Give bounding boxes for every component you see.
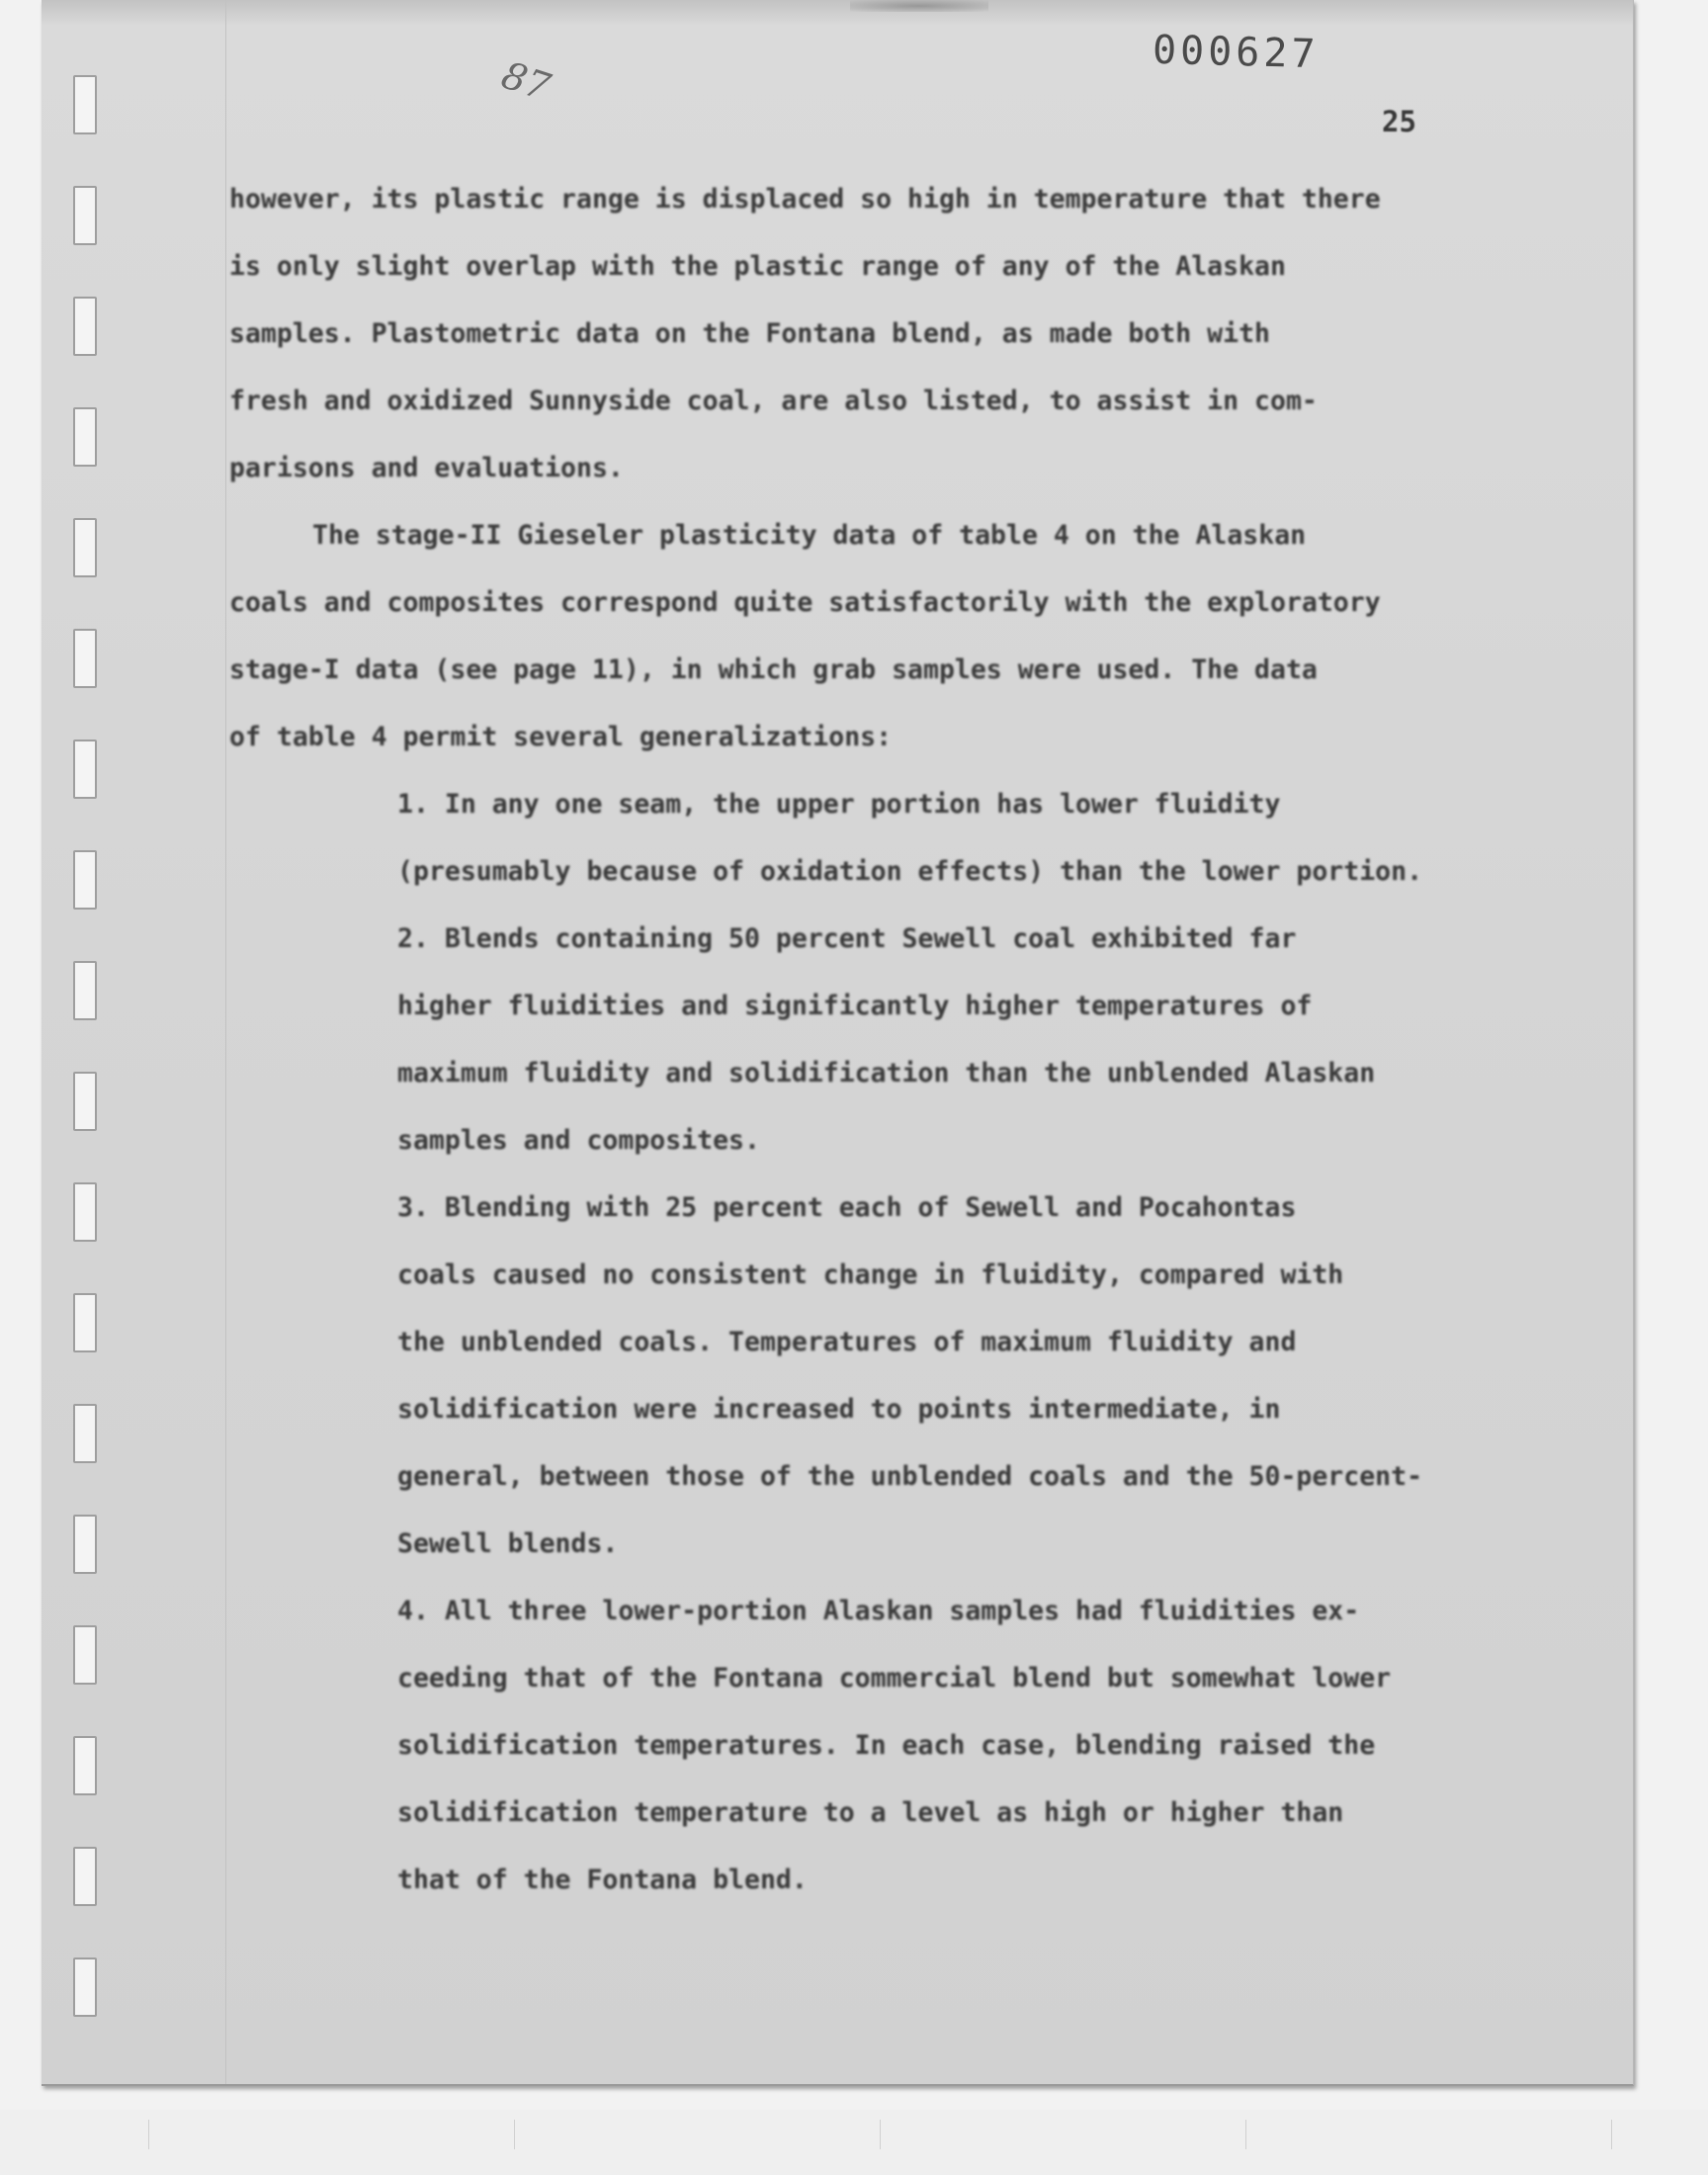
text-line: The stage-II Gieseler plasticity data of table 4 on the Alaskan (312, 520, 1307, 551)
text-line: 4. All three lower-portion Alaskan samples had fluidities ex- (397, 1596, 1360, 1626)
page-number: 25 (1382, 105, 1416, 138)
page-top-shadow (42, 0, 1633, 26)
text-line: solidification temperature to a level as high or higher than (397, 1797, 1344, 1828)
text-line: coals and composites correspond quite satisfactorily with the exploratory (229, 587, 1381, 618)
text-line: 1. In any one seam, the upper portion has lower fluidity (397, 789, 1281, 820)
text-line: higher fluidities and significantly higher temperatures of (397, 991, 1313, 1021)
sprocket-hole-icon (73, 850, 97, 910)
text-line: is only slight overlap with the plastic range of any of the Alaskan (229, 251, 1286, 282)
sprocket-hole-icon (73, 1625, 97, 1685)
sprocket-hole-icon (73, 297, 97, 356)
text-line: however, its plastic range is displaced so high in temperature that there (229, 184, 1381, 215)
tractor-feed-strip (42, 0, 226, 2084)
text-line: of table 4 permit several generalizations: (229, 722, 893, 752)
text-line: 3. Blending with 25 percent each of Sewell and Pocahontas (397, 1192, 1297, 1223)
text-line: fresh and oxidized Sunnyside coal, are also listed, to assist in com- (229, 386, 1318, 416)
text-line: Sewell blends. (397, 1528, 619, 1559)
scanner-mark (148, 2120, 149, 2149)
sprocket-hole-icon (73, 186, 97, 245)
sprocket-hole-icon (73, 1293, 97, 1352)
sprocket-hole-icon (73, 1736, 97, 1795)
text-line: (presumably because of oxidation effects) than the lower portion. (397, 856, 1423, 887)
list-item (397, 1174, 1504, 1578)
handwritten-note: 87 (496, 52, 555, 110)
scanner-mark (1611, 2120, 1612, 2149)
text-line: general, between those of the unblended coals and the 50-percent- (397, 1461, 1423, 1492)
sprocket-hole-icon (73, 1072, 97, 1131)
text-line: maximum fluidity and solidification than the unblended Alaskan (397, 1058, 1376, 1088)
sprocket-hole-icon (73, 961, 97, 1020)
sprocket-hole-icon (73, 1182, 97, 1242)
text-line: that of the Fontana blend. (397, 1865, 808, 1895)
generalizations-list (229, 771, 1504, 1914)
sprocket-hole-icon (73, 1515, 97, 1574)
text-line: samples and composites. (397, 1125, 760, 1156)
text-line: stage-I data (see page 11), in which grab samples were used. The data (229, 654, 1318, 685)
scanner-bed (0, 2110, 1708, 2175)
text-line: samples. Plastometric data on the Fontana blend, as made both with (229, 318, 1270, 349)
sprocket-hole-icon (73, 518, 97, 577)
scanner-mark (880, 2120, 881, 2149)
list-item (397, 906, 1504, 1174)
list-item (397, 1578, 1504, 1914)
sprocket-hole-icon (73, 75, 97, 134)
text-line: parisons and evaluations. (229, 453, 624, 483)
continuation-paragraph (229, 166, 1504, 502)
sprocket-hole-icon (73, 1404, 97, 1463)
intro-paragraph (229, 502, 1504, 771)
sprocket-hole-icon (73, 1847, 97, 1906)
body-text (229, 166, 1504, 1914)
text-line: 2. Blends containing 50 percent Sewell coal exhibited far (397, 923, 1297, 954)
scanner-mark (514, 2120, 515, 2149)
scanner-mark (1245, 2120, 1246, 2149)
sprocket-hole-icon (73, 407, 97, 467)
text-line: ceeding that of the Fontana commercial blend but somewhat lower (397, 1663, 1392, 1694)
text-line: coals caused no consistent change in fluidity, compared with (397, 1260, 1344, 1290)
text-line: solidification temperatures. In each case, blending raised the (397, 1730, 1376, 1761)
sprocket-hole-icon (73, 629, 97, 688)
document-number: 000627 (1152, 27, 1321, 78)
scan-smudge (850, 0, 988, 12)
sprocket-hole-icon (73, 1958, 97, 2017)
list-item (397, 771, 1504, 906)
text-line: the unblended coals. Temperatures of maximum fluidity and (397, 1327, 1297, 1357)
sprocket-hole-icon (73, 740, 97, 799)
text-line: solidification were increased to points intermediate, in (397, 1394, 1281, 1425)
